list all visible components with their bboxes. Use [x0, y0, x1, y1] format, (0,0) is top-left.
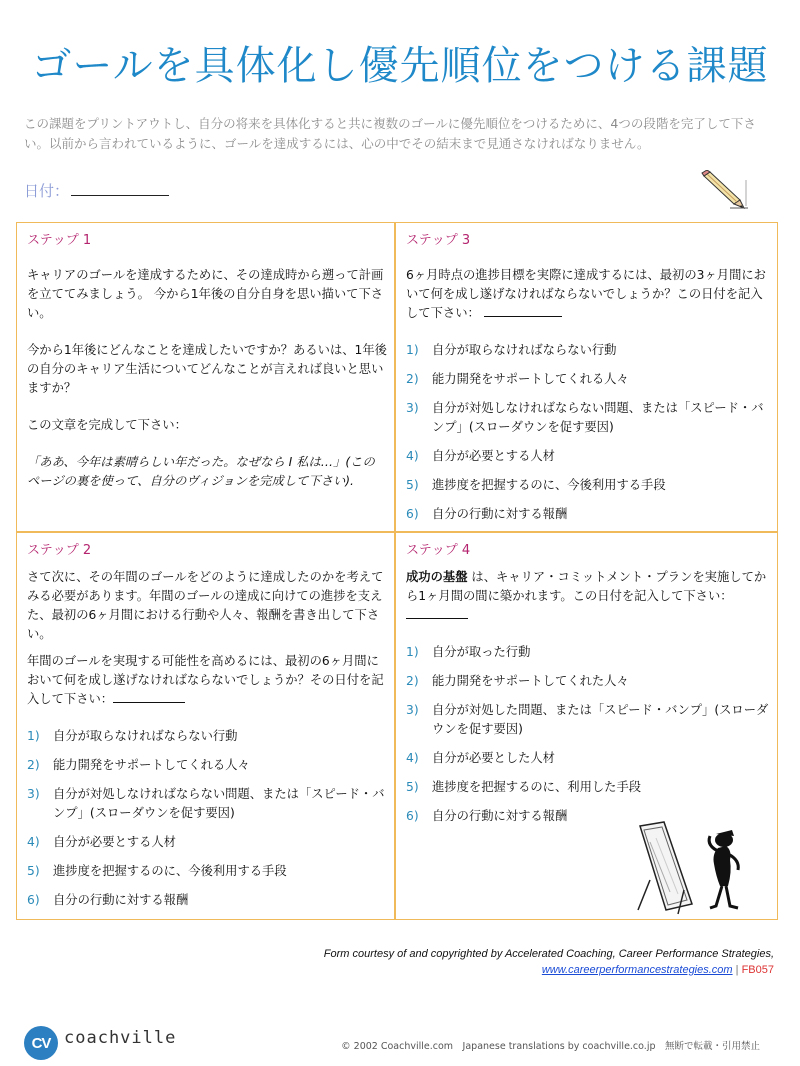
step2-heading: ステップ 2: [27, 543, 92, 558]
list-item: 3) 自分が対処しなければならない問題、または「スピード・バンプ」(スローダウンを促す要因): [406, 401, 764, 434]
step4-date-blank[interactable]: [406, 607, 468, 619]
step3-heading: ステップ 3: [406, 233, 471, 248]
list-item: 4) 自分が必要とする人材: [406, 449, 555, 463]
list-item: 6) 自分の行動に対する報酬: [406, 809, 568, 823]
step3-list: [406, 341, 770, 524]
list-item: 1) 自分が取らなければならない行動: [27, 729, 238, 743]
list-item: 1) 自分が取った行動: [406, 645, 531, 659]
step2-list: [27, 727, 387, 910]
list-item: 5) 進捗度を把握するのに、今後利用する手段: [27, 864, 287, 878]
steps-grid: [16, 222, 778, 920]
copyright-text: © 2002 Coachville.com Japanese translations by coachville.co.jp 無断で転載・引用禁止: [341, 1041, 760, 1052]
list-item: 5) 進捗度を把握するのに、利用した手段: [406, 780, 642, 794]
step3-panel: [406, 231, 770, 534]
list-item: 4) 自分が必要とする人材: [27, 835, 176, 849]
list-item: 1) 自分が取らなければならない行動: [406, 343, 617, 357]
step1-paragraph-1: キャリアのゴールを達成するために、その達成時から遡って計画を立ててみましょう。 今から1年後の自分自身を思い描いて下さい。: [27, 268, 384, 320]
list-item: 2) 能力開発をサポートしてくれた人々: [406, 674, 629, 688]
list-item: 2) 能力開発をサポートしてくれる人々: [406, 372, 629, 386]
step2-panel: [27, 541, 387, 920]
intro-text: この課題をプリントアウトし、自分の将来を具体化すると共に複数のゴールに優先順位をつけるために、4つの段階を完了して下さい。以前から言われているように、ゴールを達成するには、心の中でその結末まで見通さなければなりません。: [24, 116, 756, 151]
list-item: 6) 自分の行動に対する報酬: [406, 507, 568, 521]
step2-date-blank[interactable]: [113, 691, 185, 703]
coachville-logo: [24, 1026, 176, 1060]
step2-paragraph-1: さて次に、その年間のゴールをどのように達成したのかを考えてみる必要があります。年間のゴールの達成に向けての進捗を支えた、最初の6ヶ月間における行動や人々、報酬を書き出して下さい。: [27, 570, 384, 641]
date-field[interactable]: [24, 180, 169, 201]
credit-separator: |: [735, 964, 739, 976]
list-item: 3) 自分が対処しなければならない問題、または「スピード・バンプ」(スローダウンを促す要因): [27, 787, 385, 820]
website-link[interactable]: www.careerperformancestrategies.com: [541, 964, 733, 976]
date-label: 日付：: [24, 182, 70, 200]
list-item: 6) 自分の行動に対する報酬: [27, 893, 189, 907]
form-credit: [324, 946, 774, 978]
cv-logo-mark: CV: [24, 1026, 58, 1060]
credit-text: Form courtesy of and copyrighted by Accelerated Coaching, Career Performance Strategies,: [323, 948, 774, 960]
page-title: ゴールを具体化し優先順位をつける課題: [31, 43, 769, 89]
list-item: 2) 能力開発をサポートしてくれる人々: [27, 758, 250, 772]
list-item: 4) 自分が必要とした人材: [406, 751, 555, 765]
step1-heading: ステップ 1: [27, 233, 92, 248]
step1-panel: [27, 231, 387, 509]
form-code: FB057: [741, 964, 774, 976]
step2-paragraph-2: 年間のゴールを実現する可能性を高めるには、最初の6ヶ月間において何を成し遂げなければならないでしょうか？その日付を記入して下さい：: [27, 654, 384, 706]
step4-heading: ステップ 4: [406, 543, 471, 558]
step1-paragraph-2: 今から1年後にどんなことを達成したいですか？あるいは、1年後の自分のキャリア生活についてどんなことが言えれば良いと思いますか？: [27, 343, 387, 395]
step4-panel: [406, 541, 770, 836]
pencil-icon: [700, 170, 750, 210]
step4-paragraph-1: 成功の基盤 は、キャリア・コミットメント・プランを実施してから1ヶ月間の間に築かれます。この日付を記入して下さい：: [406, 568, 770, 625]
list-item: 3) 自分が対処した問題、または「スピード・バンプ」(スローダウンを促す要因): [406, 703, 769, 736]
step4-list: [406, 643, 770, 826]
mirror-figure-illustration: [620, 820, 760, 916]
date-blank[interactable]: [71, 184, 169, 196]
list-item: 5) 進捗度を把握するのに、今後利用する手段: [406, 478, 666, 492]
step1-paragraph-3: この文章を完成して下さい：: [27, 418, 187, 432]
logo-wordmark: coachville: [64, 1028, 177, 1048]
grid-divider-vertical: [394, 223, 396, 919]
step3-date-blank[interactable]: [484, 305, 562, 317]
step1-paragraph-4: 「ああ、今年は素晴らしい年だった。なぜなら I 私は…」(このページの裏を使って、自分のヴィジョンを完成して下さい).: [27, 455, 375, 488]
step3-paragraph-1: 6ヶ月時点の進捗目標を実際に達成するには、最初の3ヶ月間において何を成し遂げなければならないでしょうか？この日付を記入して下さい：: [406, 268, 766, 320]
